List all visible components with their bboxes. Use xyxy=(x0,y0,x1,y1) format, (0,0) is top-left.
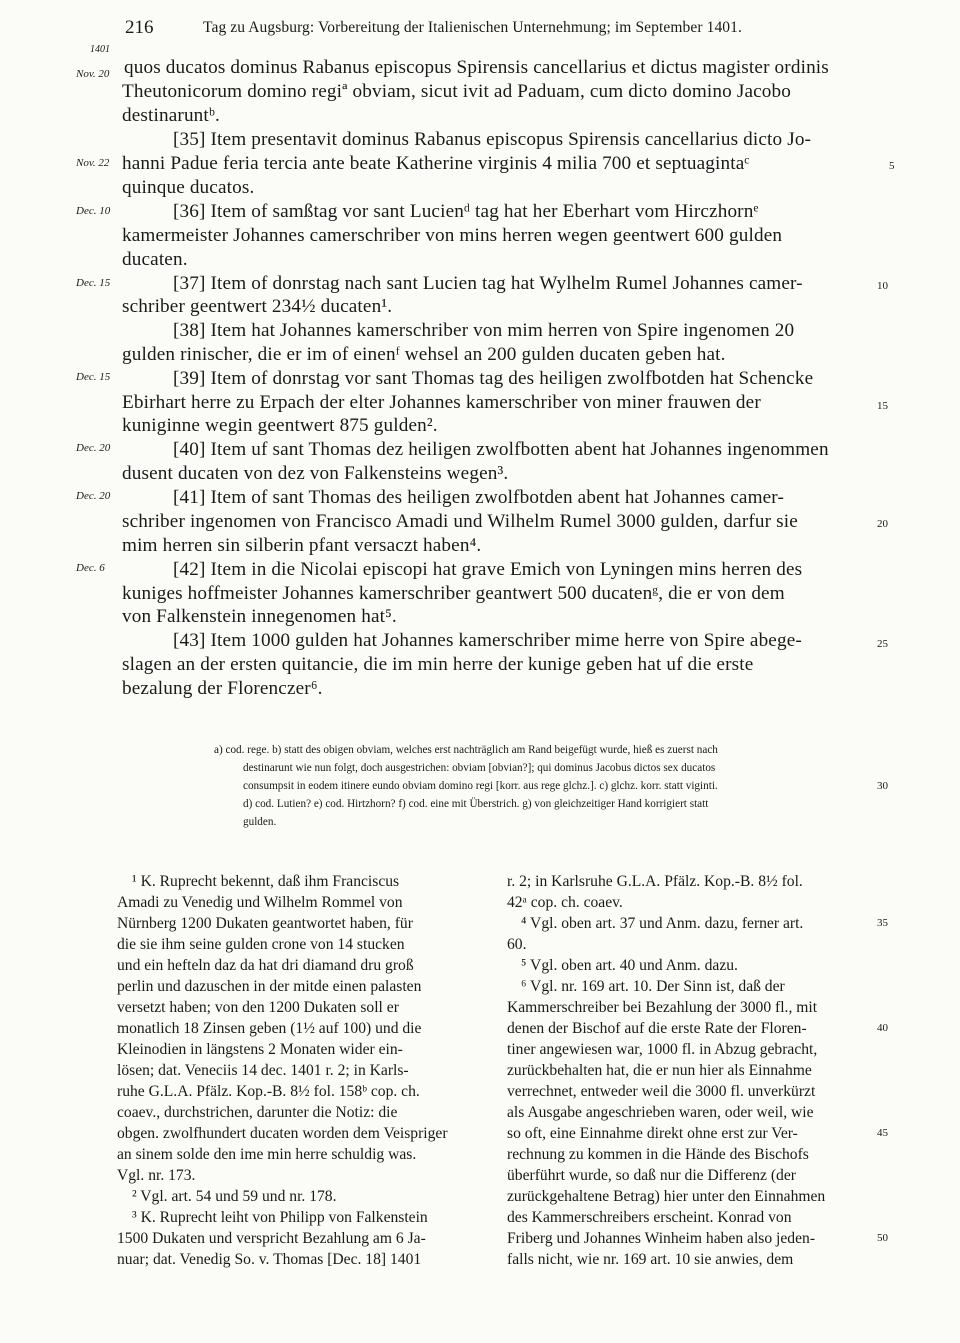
line-number: 5 xyxy=(889,160,895,172)
footnote-line: Nürnberg 1200 Dukaten geantwortet haben, für xyxy=(117,915,413,932)
text-line: ducaten. xyxy=(122,249,188,270)
footnote-line: des Kammerschreibers erscheint. Konrad von xyxy=(507,1209,792,1226)
footnote-line: ⁵ Vgl. oben art. 40 und Anm. dazu. xyxy=(521,957,738,974)
footnote-line: ³ K. Ruprecht leiht von Philipp von Falkenstein xyxy=(132,1209,428,1226)
footnote-line: falls nicht, wie nr. 169 art. 10 sie anwies, dem xyxy=(507,1251,794,1268)
footnote-line: als Ausgabe angeschrieben waren, oder weil, wie xyxy=(507,1104,814,1121)
text-line: mim herren sin silberin pfant versaczt haben⁴. xyxy=(122,535,482,556)
text-line: destinaruntᵇ. xyxy=(122,105,220,126)
text-line: dusent ducaten von dez von Falkensteins wegen³. xyxy=(122,463,509,484)
running-title: Tag zu Augsburg: Vorbereitung der Italienischen Unternehmung; im September 1401. xyxy=(203,19,742,36)
footnote-line: 60. xyxy=(507,936,527,953)
text-line: hanni Padue feria tercia ante beate Katherine virginis 4 milia 700 et septuagintaᶜ xyxy=(122,153,750,174)
text-line: schriber geentwert 234½ ducaten¹. xyxy=(122,296,393,317)
text-line: von Falkenstein innegenomen hat⁵. xyxy=(122,606,397,627)
footnote-line: so oft, eine Einnahme direkt ohne erst zur Ver- xyxy=(507,1125,798,1142)
text-line: kuniginne wegin geentwert 875 gulden². xyxy=(122,415,438,436)
footnote-line: perlin und dazuschen in der mitde einen palasten xyxy=(117,978,422,995)
footnote-line: monatlich 18 Zinsen geben (1½ auf 100) und die xyxy=(117,1020,422,1037)
text-line: quos ducatos dominus Rabanus episcopus Spirensis cancellarius et dictus magister ordinis xyxy=(124,57,829,78)
footnote-line: Amadi zu Venedig und Wilhelm Rommel von xyxy=(117,894,403,911)
footnote-line: 42ᵃ cop. ch. coaev. xyxy=(507,894,623,911)
line-number: 40 xyxy=(877,1022,888,1034)
text-line: quinque ducatos. xyxy=(122,177,255,198)
footnote-line: 1500 Dukaten und verspricht Bezahlung am 6 Ja- xyxy=(117,1230,426,1247)
text-line: bezalung der Florenczer⁶. xyxy=(122,678,323,699)
footnote-line: coaev., durchstrichen, darunter die Notiz: die xyxy=(117,1104,398,1121)
line-number: 50 xyxy=(877,1232,888,1244)
margin-date: Dec. 6 xyxy=(76,562,105,574)
footnote-line: versetzt haben; von den 1200 Dukaten soll er xyxy=(117,999,399,1016)
margin-date: Dec. 10 xyxy=(76,205,111,217)
footnote-line: Friberg und Johannes Winheim haben also jeden- xyxy=(507,1230,816,1247)
footnote-line: Vgl. nr. 173. xyxy=(117,1167,196,1184)
text-line: kuniges hoffmeister Johannes kamerschriber geantwert 500 ducatenᵍ, die er von dem xyxy=(122,583,785,604)
line-number: 35 xyxy=(877,917,888,929)
page-number: 216 xyxy=(125,17,154,38)
footnote-line: zurückgehaltene Betrag) hier unter den Einnahmen xyxy=(507,1188,826,1205)
footnote-line: obgen. zwolfhundert ducaten worden dem Veispriger xyxy=(117,1125,448,1142)
line-number: 30 xyxy=(877,780,888,792)
text-line: [36] Item of samßtag vor sant Lucienᵈ tag hat her Eberhart vom Hirczhornᵉ xyxy=(173,201,759,222)
margin-date: Nov. 22 xyxy=(76,157,110,169)
line-number: 20 xyxy=(877,518,888,530)
footnote-line: tiner angewiesen war, 1000 fl. in Abzug gebracht, xyxy=(507,1041,818,1058)
footnote-line: die sie ihm seine gulden crone von 14 stucken xyxy=(117,936,405,953)
text-line: [41] Item of sant Thomas des heiligen zwolfbotden abent hat Johannes camer- xyxy=(173,487,784,508)
footnote-line: ⁴ Vgl. oben art. 37 und Anm. dazu, ferner art. xyxy=(521,915,804,932)
footnote-line: überführt wurde, so daß nur die Differenz (der xyxy=(507,1167,796,1184)
footnote-line: zurückbehalten hat, die er nun hier als Einnahme xyxy=(507,1062,812,1079)
footnote-line: nuar; dat. Venedig So. v. Thomas [Dec. 18] 1401 xyxy=(117,1251,422,1268)
footnote-line: rechnung zu kommen in die Hände des Bischofs xyxy=(507,1146,809,1163)
footnote-line: lösen; dat. Veneciis 14 dec. 1401 r. 2; in Karls- xyxy=(117,1062,409,1079)
apparatus-line: gulden. xyxy=(243,816,277,828)
margin-date: Dec. 15 xyxy=(76,371,111,383)
text-line: kamermeister Johannes camerschriber von mins herren wegen geentwert 600 gulden xyxy=(122,225,783,246)
apparatus-line: a) cod. rege. b) statt des obigen obviam, welches erst nachträglich am Rand beigefügt wurde, hieß es zuerst nach xyxy=(214,744,718,756)
footnote-line: denen der Bischof auf die erste Rate der Floren- xyxy=(507,1020,807,1037)
text-line: [39] Item of donrstag vor sant Thomas tag des heiligen zwolfbotden hat Schencke xyxy=(173,368,814,389)
margin-date: 1401 xyxy=(90,44,110,55)
line-number: 45 xyxy=(877,1127,888,1139)
footnote-line: ¹ K. Ruprecht bekennt, daß ihm Franciscus xyxy=(132,873,400,890)
footnote-line: ⁶ Vgl. nr. 169 art. 10. Der Sinn ist, daß der xyxy=(521,978,785,995)
text-line: [43] Item 1000 gulden hat Johannes kamerschriber mime herre von Spire abege- xyxy=(173,630,802,651)
text-line: [35] Item presentavit dominus Rabanus episcopus Spirensis cancellarius dicto Jo- xyxy=(173,129,812,150)
footnote-line: ruhe G.L.A. Pfälz. Kop.-B. 8½ fol. 158ᵇ cop. ch. xyxy=(117,1083,420,1100)
margin-date: Dec. 15 xyxy=(76,277,111,289)
margin-date: Nov. 20 xyxy=(76,68,110,80)
text-line: slagen an der ersten quitancie, die im min herre der kunige geben hat uf die erste xyxy=(122,654,754,675)
apparatus-line: d) cod. Lutien? e) cod. Hirtzhorn? f) cod. eine mit Überstrich. g) von gleichzeitiger Hand korrigiert statt xyxy=(243,798,709,810)
text-line: [38] Item hat Johannes kamerschriber von mim herren von Spire ingenomen 20 xyxy=(173,320,795,341)
footnote-line: ² Vgl. art. 54 und 59 und nr. 178. xyxy=(132,1188,337,1205)
footnote-line: an sinem solde den ime min herre schuldig was. xyxy=(117,1146,417,1163)
footnote-line: und ein hefteln daz da hat dri diamand dru groß xyxy=(117,957,414,974)
text-line: gulden rinischer, die er im of einenᶠ wehsel an 200 gulden ducaten geben hat. xyxy=(122,344,726,365)
footnote-line: Kammerschreiber bei Bezahlung der 3000 fl., mit xyxy=(507,999,818,1016)
line-number: 10 xyxy=(877,280,888,292)
text-line: Ebirhart herre zu Erpach der elter Johannes kamerschriber von miner frauwen der xyxy=(122,392,761,413)
text-line: Theutonicorum domino regiª obviam, sicut ivit ad Paduam, cum dicto domino Jacobo xyxy=(122,81,792,102)
text-line: [37] Item of donrstag nach sant Lucien tag hat Wylhelm Rumel Johannes camer- xyxy=(173,273,803,294)
line-number: 15 xyxy=(877,400,888,412)
margin-date: Dec. 20 xyxy=(76,490,111,502)
apparatus-line: destinarunt wie nun folgt, doch ausgestrichen: obviam [obvian?]; qui dominus Jacobus dictos sex ducatos xyxy=(243,762,716,774)
footnote-line: verrechnet, entweder weil die 3000 fl. unverkürzt xyxy=(507,1083,816,1100)
apparatus-line: consumpsit in eodem itinere eundo obviam domino regi [korr. aus rege glchz.]. c) glchz. korr. statt viginti. xyxy=(243,780,718,792)
text-line: [42] Item in die Nicolai episcopi hat grave Emich von Lyningen mins herren des xyxy=(173,559,803,580)
footnote-line: Kleinodien in längstens 2 Monaten wider ein- xyxy=(117,1041,403,1058)
margin-date: Dec. 20 xyxy=(76,442,111,454)
text-line: [40] Item uf sant Thomas dez heiligen zwolfbotten abent hat Johannes ingenommen xyxy=(173,439,829,460)
text-line: schriber ingenomen von Francisco Amadi und Wilhelm Rumel 3000 gulden, darfur sie xyxy=(122,511,798,532)
line-number: 25 xyxy=(877,638,888,650)
footnote-line: r. 2; in Karlsruhe G.L.A. Pfälz. Kop.-B. 8½ fol. xyxy=(507,873,803,890)
